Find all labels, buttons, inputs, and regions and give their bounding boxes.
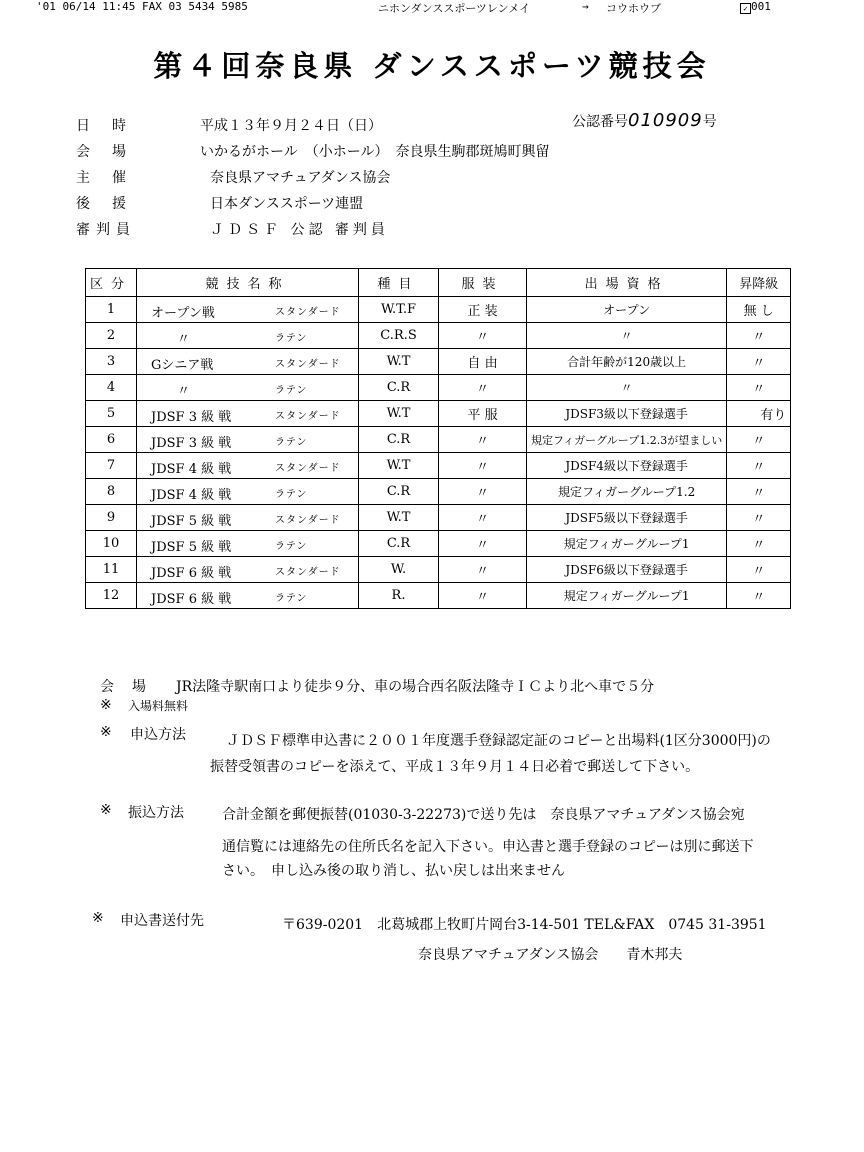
event-name: JDSF 3 級 戦 [151, 436, 232, 451]
table-row [86, 479, 791, 505]
fax-datetime: '01 06/14 11:45 FAX 03 5434 5985 [36, 0, 248, 13]
dress-cell: 〃 [439, 505, 527, 531]
event-style: スタンダード [275, 515, 341, 526]
send-note-address: 〒639-0201 北葛城郡上牧町片岡台3-14-501 TEL&FAX 0745 31-3951 [282, 917, 767, 933]
col-header-qualification: 出場資格 [527, 269, 727, 297]
event-name: 〃 [177, 384, 191, 399]
table-row [86, 349, 791, 375]
page-title: 第４回奈良県 ダンススポーツ競技会 [153, 49, 711, 83]
apply-note-label: 申込方法 [130, 727, 186, 743]
col-header-dress: 服装 [439, 269, 527, 297]
fax-arrow: → [582, 0, 589, 13]
division-cell: 3 [86, 349, 137, 375]
qualification-cell: 規定フィガーグループ1 [527, 583, 727, 609]
table-row [86, 557, 791, 583]
event-style: スタンダード [275, 463, 341, 474]
dance-cell: W.T [359, 401, 439, 427]
dance-cell: W.T [359, 453, 439, 479]
division-cell: 9 [86, 505, 137, 531]
dance-cell: W.T [359, 505, 439, 531]
event-name: 〃 [177, 332, 191, 347]
info-label-support: 後援 [76, 196, 148, 212]
promotion-cell: 〃 [727, 583, 791, 609]
division-cell: 2 [86, 323, 137, 349]
division-cell: 7 [86, 453, 137, 479]
info-label-date: 日時 [76, 118, 148, 134]
event-name-cell [137, 323, 359, 349]
promotion-cell: 〃 [727, 323, 791, 349]
promotion-cell: 〃 [727, 349, 791, 375]
pay-note-line1: 合計金額を郵便振替(01030-3-22273)で送り先は 奈良県アマチュアダンス協会宛 [222, 807, 745, 823]
event-style: ラテン [275, 489, 308, 500]
table-row [86, 297, 791, 323]
qualification-cell: JDSF6級以下登録選手 [527, 557, 727, 583]
pay-note-mark: ※ [100, 802, 112, 818]
fax-check-icon: ✓ [740, 3, 751, 14]
dress-cell: 正 装 [439, 297, 527, 323]
promotion-cell: 〃 [727, 479, 791, 505]
fax-sender: ニホンダンススポーツレンメイ [378, 2, 531, 15]
dance-cell: W.T.F [359, 297, 439, 323]
free-note-mark: ※ [100, 697, 112, 713]
qualification-cell: 規定フィガーグループ1.2 [527, 479, 727, 505]
event-name: JDSF 5 級 戦 [151, 514, 232, 529]
event-style: スタンダード [275, 307, 341, 318]
event-name: JDSF 4 級 戦 [151, 462, 232, 477]
division-cell: 4 [86, 375, 137, 401]
info-value-date: 平成１３年９月２４日（日） [200, 118, 382, 134]
dance-cell: R. [359, 583, 439, 609]
dress-cell: 〃 [439, 453, 527, 479]
dress-cell: 自 由 [439, 349, 527, 375]
promotion-cell: 〃 [727, 557, 791, 583]
table-row [86, 401, 791, 427]
col-header-division: 区分 [86, 269, 137, 297]
division-cell: 11 [86, 557, 137, 583]
info-label-host: 主催 [76, 170, 148, 186]
promotion-cell: 〃 [727, 505, 791, 531]
promotion-cell: 〃 [727, 453, 791, 479]
qualification-cell: 規定フィガーグループ1 [527, 531, 727, 557]
dress-cell: 〃 [439, 427, 527, 453]
event-name-cell [137, 505, 359, 531]
dance-cell: W. [359, 557, 439, 583]
qualification-cell: 合計年齢が120歳以上 [527, 349, 727, 375]
event-style: スタンダード [275, 359, 341, 370]
venue-note-text: JR法隆寺駅南口より徒歩９分、車の場合西名阪法隆寺ＩＣより北へ車で５分 [176, 679, 655, 695]
event-name: オープン戦 [151, 306, 215, 321]
dance-cell: C.R [359, 427, 439, 453]
table-row [86, 323, 791, 349]
qualification-cell: JDSF4級以下登録選手 [527, 453, 727, 479]
dance-cell: C.R [359, 375, 439, 401]
promotion-cell: 〃 [727, 375, 791, 401]
approval-number [572, 110, 717, 131]
event-name: Gシニア戦 [151, 358, 214, 373]
event-style: ラテン [275, 541, 308, 552]
info-label-judges: 審判員 [76, 222, 136, 238]
dress-cell: 〃 [439, 531, 527, 557]
table-row [86, 375, 791, 401]
apply-note-mark: ※ [100, 724, 112, 740]
event-name-cell [137, 479, 359, 505]
qualification-cell: JDSF3級以下登録選手 [527, 401, 727, 427]
division-cell: 1 [86, 297, 137, 323]
pay-note-label: 振込方法 [128, 805, 184, 821]
table-row [86, 531, 791, 557]
table-row [86, 453, 791, 479]
event-name-cell [137, 401, 359, 427]
dress-cell: 〃 [439, 583, 527, 609]
qualification-cell: 〃 [527, 323, 727, 349]
division-cell: 12 [86, 583, 137, 609]
promotion-cell: 〃 [727, 531, 791, 557]
col-header-event-name: 競技名称 [137, 269, 359, 297]
pay-note-line2: 通信覧には連絡先の住所氏名を記入下さい。申込書と選手登録のコピーは別に郵送下 [222, 839, 754, 855]
send-note-mark: ※ [92, 910, 104, 926]
event-name-cell [137, 297, 359, 323]
event-style: ラテン [275, 385, 308, 396]
division-cell: 10 [86, 531, 137, 557]
approval-handwritten-number: 010909 [628, 110, 703, 131]
col-header-promotion: 昇降級 [727, 269, 791, 297]
dance-cell: C.R [359, 531, 439, 557]
event-name: JDSF 6 級 戦 [151, 592, 232, 607]
event-style: ラテン [275, 437, 308, 448]
event-name-cell [137, 583, 359, 609]
info-label-venue: 会場 [76, 144, 148, 160]
qualification-cell: JDSF5級以下登録選手 [527, 505, 727, 531]
dress-cell: 〃 [439, 557, 527, 583]
division-cell: 5 [86, 401, 137, 427]
event-name: JDSF 5 級 戦 [151, 540, 232, 555]
event-name-cell [137, 349, 359, 375]
qualification-cell: 〃 [527, 375, 727, 401]
promotion-cell: 有り [727, 401, 791, 427]
info-value-support: 日本ダンススポーツ連盟 [210, 196, 364, 212]
fax-recipient: コウホウブ [606, 2, 661, 15]
send-note-label: 申込書送付先 [120, 913, 204, 929]
info-value-venue: いかるがホール （小ホール） 奈良県生駒郡斑鳩町興留 [200, 144, 550, 160]
free-note-text: 入場料無料 [128, 699, 189, 713]
division-cell: 6 [86, 427, 137, 453]
table-row [86, 505, 791, 531]
info-value-host: 奈良県アマチュアダンス協会 [210, 170, 391, 186]
division-cell: 8 [86, 479, 137, 505]
events-table [85, 268, 791, 609]
dress-cell: 〃 [439, 323, 527, 349]
event-style: スタンダード [275, 567, 341, 578]
event-name: JDSF 6 級 戦 [151, 566, 232, 581]
table-row [86, 583, 791, 609]
pay-note-line3: さい。 申し込み後の取り消し、払い戻しは出来ません [222, 863, 565, 879]
approval-suffix: 号 [702, 114, 717, 130]
qualification-cell: オープン [527, 297, 727, 323]
table-header-row [86, 269, 791, 297]
dance-cell: W.T [359, 349, 439, 375]
dress-cell: 〃 [439, 479, 527, 505]
col-header-dance: 種目 [359, 269, 439, 297]
dance-cell: C.R [359, 479, 439, 505]
event-name-cell [137, 531, 359, 557]
venue-note-label: 会 場 [100, 679, 148, 695]
event-style: スタンダード [275, 411, 341, 422]
fax-page [740, 0, 771, 14]
promotion-cell: 〃 [727, 427, 791, 453]
qualification-cell: 規定フィガーグループ1.2.3が望ましい [527, 427, 727, 453]
promotion-cell: 無 し [727, 297, 791, 323]
dress-cell: 平 服 [439, 401, 527, 427]
dance-cell: C.R.S [359, 323, 439, 349]
event-name: JDSF 4 級 戦 [151, 488, 232, 503]
event-name-cell [137, 375, 359, 401]
event-style: ラテン [275, 333, 308, 344]
dress-cell: 〃 [439, 375, 527, 401]
table-row [86, 427, 791, 453]
fax-page-number: 001 [751, 0, 771, 13]
event-name-cell [137, 557, 359, 583]
event-name-cell [137, 453, 359, 479]
approval-prefix: 公認番号 [572, 114, 628, 130]
apply-note-line1: ＪＤＳＦ標準申込書に２００１年度選手登録認定証のコピーと出場料(1区分3000円)の [226, 733, 771, 749]
apply-note-line2: 振替受領書のコピーを添えて、平成１３年９月１４日必着で郵送して下さい。 [210, 759, 700, 775]
event-name-cell [137, 427, 359, 453]
event-style: ラテン [275, 593, 308, 604]
event-name: JDSF 3 級 戦 [151, 410, 232, 425]
send-note-organization: 奈良県アマチュアダンス協会 青木邦夫 [418, 947, 683, 963]
info-value-judges: ＪＤＳＦ 公認 審判員 [210, 222, 389, 238]
